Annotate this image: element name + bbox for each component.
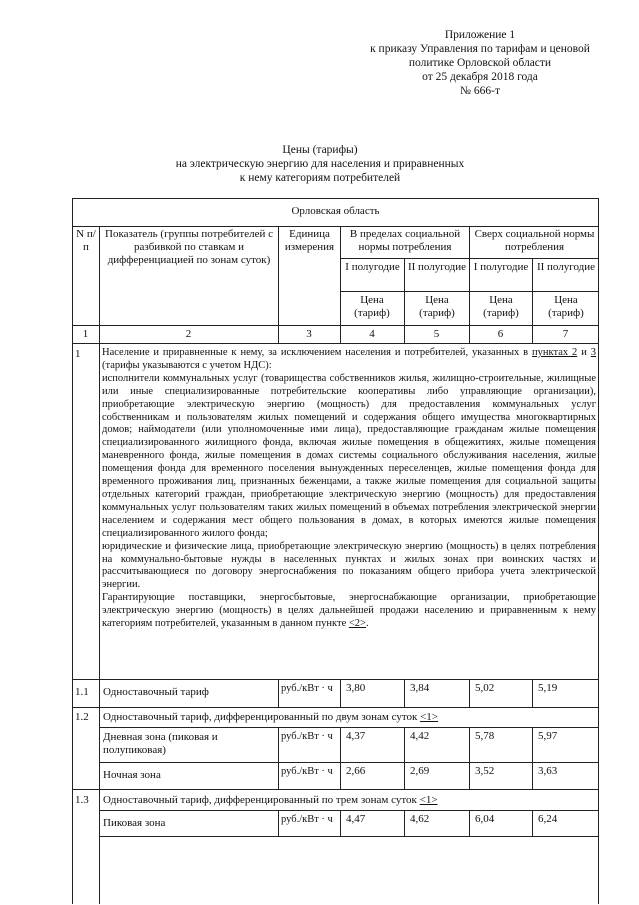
row-1-1-value-4: 5,19 (538, 682, 558, 694)
row-1-2-day-value-3: 5,78 (475, 730, 495, 742)
appendix-header (340, 28, 620, 98)
table-line (72, 679, 599, 680)
row-1-2-night-unit: руб./кВт · ч (281, 766, 333, 777)
row-1-and: и (577, 347, 591, 358)
row-1-2-day-value-1: 4,37 (346, 730, 366, 742)
header-half-2: II полугодие (407, 261, 467, 273)
row-1-3-peak-value-3: 6,04 (475, 813, 495, 825)
link-item-3[interactable]: 3 (590, 347, 596, 358)
row-1-intro-end: (тарифы указываются с учетом НДС): (102, 359, 272, 371)
table-line (72, 226, 599, 227)
appendix-line-5: № 666-т (460, 85, 500, 97)
table-line (278, 810, 279, 836)
header-num: N п/п (76, 228, 96, 253)
table-line (72, 343, 599, 344)
row-1-2-night-value-1: 2,66 (346, 765, 366, 777)
row-1-3-label-text: Одноставочный тариф, дифференцированный по трем зонам суток (103, 794, 420, 806)
row-1-1-value-3: 5,02 (475, 682, 495, 694)
row-1-2-day-label: Дневная зона (пиковая и полупиковая) (103, 731, 218, 756)
row-1-2-day-unit: руб./кВт · ч (281, 731, 333, 742)
appendix-line-4: от 25 декабря 2018 года (422, 71, 538, 83)
header-price-3: Цена (тариф) (483, 294, 519, 319)
appendix-line-1: Приложение 1 (444, 29, 516, 41)
table-line (99, 762, 599, 763)
footnote-link-2[interactable]: <2> (348, 618, 366, 630)
header-price-1: Цена (тариф) (354, 294, 390, 319)
row-1-3-label (103, 794, 597, 807)
table-line (532, 810, 533, 836)
row-1-1-value-1: 3,80 (346, 682, 366, 694)
row-1-2-night-label: Ночная зона (103, 769, 161, 781)
row-1-description (102, 347, 596, 631)
footnote-link-1[interactable]: <1> (420, 711, 439, 723)
header-above-norm: Сверх социальной нормы потребления (474, 228, 595, 253)
colnum-2: 2 (185, 328, 192, 340)
row-1-1-value-2: 3,84 (410, 682, 430, 694)
row-1-1-label: Одноставочный тариф (103, 686, 209, 698)
table-line (340, 679, 341, 707)
row-1-para-3-end: . (365, 618, 369, 630)
title-line-2: на электрическую энергию для населения и приравненных (175, 158, 465, 170)
table-line (278, 679, 279, 707)
table-line (469, 727, 470, 789)
header-within-norm: В пределах социальной нормы потребления (349, 228, 461, 253)
footnote-link-1b[interactable]: <1> (419, 794, 438, 806)
row-1-num: 1 (75, 348, 81, 360)
region-header: Орловская область (291, 205, 380, 217)
appendix-line-2: к приказу Управления по тарифам и ценовой (370, 43, 590, 55)
link-items-2[interactable]: пунктах 2 (532, 347, 578, 358)
row-1-3-num: 1.3 (75, 794, 89, 806)
appendix-line-3: политике Орловской области (408, 57, 552, 69)
row-1-1-num: 1.1 (75, 686, 89, 698)
colnum-6: 6 (497, 328, 504, 340)
table-line (469, 679, 470, 707)
table-line (99, 836, 599, 837)
title-line-1: Цены (тарифы) (282, 144, 358, 156)
colnum-4: 4 (369, 328, 375, 340)
row-1-3-peak-value-4: 6,24 (538, 813, 558, 825)
header-unit: Единица измерения (284, 228, 335, 253)
table-line (99, 810, 599, 811)
header-price-4: Цена (тариф) (548, 294, 584, 319)
row-1-2-day-value-2: 4,42 (410, 730, 430, 742)
row-1-2-night-value-2: 2,69 (410, 765, 430, 777)
row-1-intro: Население и приравненные к нему, за исключением населения и потребителей, указанных в (102, 347, 533, 358)
table-line (72, 789, 599, 790)
colnum-1: 1 (82, 328, 89, 340)
table-line (278, 727, 279, 789)
table-line (340, 810, 341, 836)
table-line (469, 810, 470, 836)
row-1-3-peak-label: Пиковая зона (103, 817, 166, 829)
row-1-2-day-value-4: 5,97 (538, 730, 558, 742)
row-1-2-label (103, 711, 597, 724)
table-line (532, 727, 533, 789)
table-line (72, 707, 599, 708)
table-line (404, 810, 405, 836)
colnum-5: 5 (433, 328, 440, 340)
table-line (404, 727, 405, 789)
colnum-7: 7 (562, 328, 569, 340)
document-title (120, 143, 520, 185)
row-1-2-num: 1.2 (75, 711, 89, 723)
row-1-para-2: юридические и физические лица, приобретающие электрическую энергию (мощность) в целях потребления на коммунально-бытовые нужды в населенных пунктах и жилых зонах при воинских частях и рассчитывающиеся по договору энергоснабжения по показаниям общего прибора учета электрической энергии. (102, 540, 596, 591)
table-line (404, 679, 405, 707)
row-1-2-night-value-4: 3,63 (538, 765, 558, 777)
row-1-3-peak-value-2: 4,62 (410, 813, 430, 825)
table-line (340, 727, 341, 789)
table-line (72, 325, 599, 326)
colnum-3: 3 (306, 328, 312, 340)
header-half-3: I полугодие (473, 261, 529, 273)
title-line-3: к нему категориям потребителей (239, 172, 401, 184)
row-1-para-1: исполнители коммунальных услуг (товарищества собственников жилья, жилищно-строительные, жилищные или иные специализированные потребительские кооперативы либо управляющие организации), приобретающие электрическую энергию (мощность) для предоставления коммунальных услуг собственникам и пользователям жилых помещений и содержания общего имущества многоквартирных домов; наймодатели (или уполномоченные ими лица), предоставляющие гражданам жилые помещения специализированного жилищного фонда, включая жилые помещения в общежитиях, жилые помещения маневренного фонда, жилые помещения в домах системы социального обслуживания населения, жилые помещения фонда для временного поселения вынужденных переселенцев, жилые помещения фонда для временного проживания лиц, признанных беженцами, а также жилые помещения для социальной защиты отдельных категорий граждан, приобретающие электрическую энергию (мощность) для предоставления коммунальных услуг пользователям таких жилых помещений в объемах потребления электрической энергии населением и содержания мест общего пользования в домах, в которых имеются жилые помещения специализированного жилого фонда; (102, 372, 596, 539)
header-half-1: I полугодие (345, 261, 400, 273)
row-1-2-label-text: Одноставочный тариф, дифференцированный по двум зонам суток (103, 711, 421, 723)
row-1-para-3: Гарантирующие поставщики, энергосбытовые, энергоснабжающие организации, приобретающие электрическую энергию (мощность) в целях дальнейшей продажи населению и приравненным к нему категориям потребителей, указанным в данном пункте (102, 592, 596, 630)
table-line (532, 679, 533, 707)
header-indicator: Показатель (группы потребителей с разбивкой по ставкам и дифференциацией по зонам суток) (105, 228, 273, 266)
header-half-4: II полугодие (536, 261, 596, 273)
row-1-3-peak-value-1: 4,47 (346, 813, 366, 825)
table-line (99, 727, 599, 728)
header-price-2: Цена (тариф) (419, 294, 455, 319)
row-1-3-peak-unit: руб./кВт · ч (281, 814, 333, 825)
row-1-1-unit: руб./кВт · ч (281, 683, 333, 694)
row-1-2-night-value-3: 3,52 (475, 765, 495, 777)
